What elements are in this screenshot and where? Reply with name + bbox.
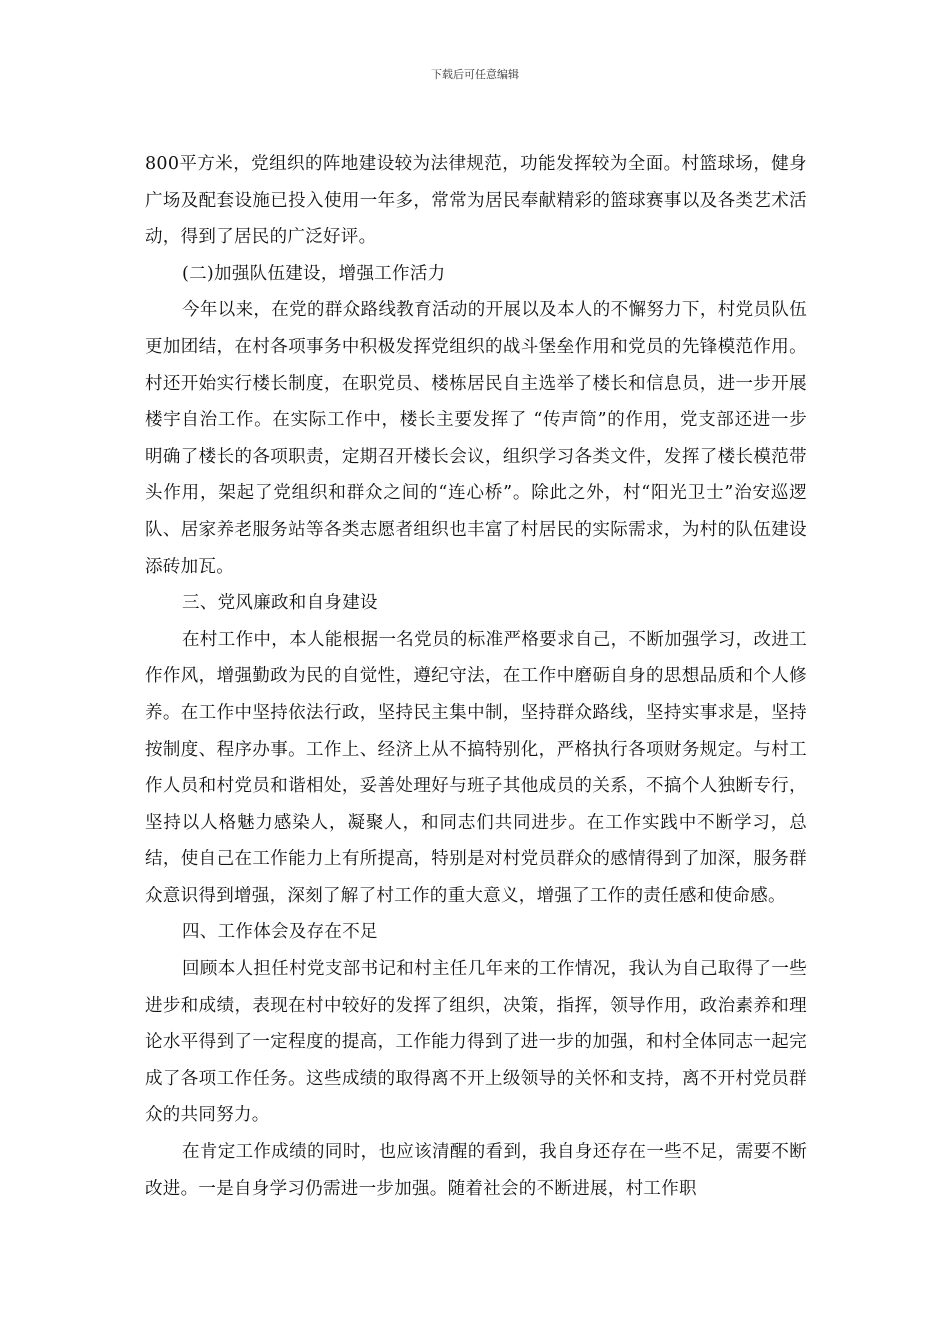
section-heading-experience: 四、工作体会及存在不足 [182, 922, 378, 943]
section-heading-integrity: 三、党风廉政和自身建设 [182, 593, 378, 614]
section-heading-team-building: (二)加强队伍建设，增强工作活力 [182, 263, 446, 284]
paragraph-review: 回顾本人担任村党支部书记和村主任几年来的工作情况，我认为自己取得了一些进步和成绩，表现在村中较好的发挥了组织，决策，指挥，领导作用，政治素养和理论水平得到了一定程度的提高，工作能力得到了进一步的加强，和村全体同志一起完成了各项工作任务。这些成绩的取得离不开上级领导的关怀和支持，离不开村党员群众的共同努力。 [145, 959, 807, 1126]
paragraph-integrity: 在村工作中，本人能根据一名党员的标准严格要求自己，不断加强学习，改进工作作风，增强勤政为民的自觉性，遵纪守法，在工作中磨砺自身的思想品质和个人修养。在工作中坚持依法行政，坚持民主集中制，坚持群众路线，坚持实事求是，坚持按制度、程序办事。工作上、经济上从不搞特别化，严格执行各项财务规定。与村工作人员和村党员和谐相处，妥善处理好与班子其他成员的关系，不搞个人独断专行，坚持以人格魅力感染人，凝聚人，和同志们共同进步。在工作实践中不断学习，总结，使自己在工作能力上有所提高，特别是对村党员群众的感情得到了加深，服务群众意识得到增强，深刻了解了村工作的重大意义，增强了工作的责任感和使命感。 [145, 629, 807, 906]
paragraph-team-building: 今年以来，在党的群众路线教育活动的开展以及本人的不懈努力下，村党员队伍更加团结，在村各项事务中积极发挥党组织的战斗堡垒作用和党员的先锋模范作用。村还开始实行楼长制度，在职党员、楼栋居民自主选举了楼长和信息员，进一步开展楼宇自治工作。在实际工作中，楼长主要发挥了 “传声筒”的作用，党支部还进一步明确了楼长的各项职责，定期召开楼长会议，组织学习各类文件，发挥了楼长模范带头作用，架起了党组织和群众之间的“连心桥”。除此之外，村“阳光卫士”治安巡逻队、居家养老服务站等各类志愿者组织也丰富了村居民的实际需求，为村的队伍建设添砖加瓦。 [145, 300, 807, 577]
page-header: 下载后可任意编辑 [431, 68, 519, 81]
document-body [145, 146, 807, 1207]
paragraph-facilities: 800平方米，党组织的阵地建设较为法律规范，功能发挥较为全面。村篮球场，健身广场及配套设施已投入使用一年多，常常为居民奉献精彩的篮球赛事以及各类艺术活动，得到了居民的广泛好评。 [145, 154, 807, 248]
paragraph-shortcomings: 在肯定工作成绩的同时，也应该清醒的看到，我自身还存在一些不足，需要不断改进。一是自身学习仍需进一步加强。随着社会的不断进展，村工作职 [145, 1142, 807, 1199]
